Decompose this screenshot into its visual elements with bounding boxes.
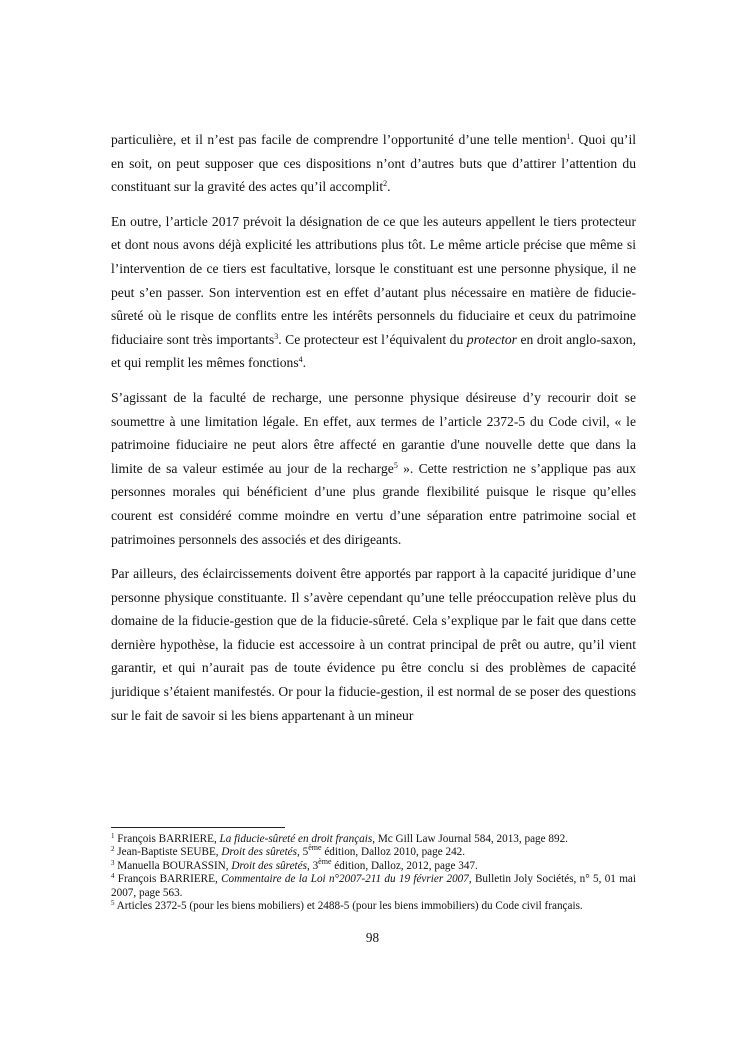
- footnote: [111, 856, 636, 873]
- text-run: . Ce protecteur est l’équivalent du: [278, 331, 467, 347]
- text-run: François BARRIERE,: [114, 833, 220, 845]
- italic-text: Droit des sûretés,: [221, 846, 300, 859]
- text-run: . Quoi qu’il en soit, on peut supposer que ces dispositions n’ont d’autres buts que d’attirer l’attention du constituant sur la gravité des actes qu’il accomplit: [111, 132, 636, 195]
- text-run: .: [387, 179, 391, 195]
- footnote-reference: ème: [318, 856, 332, 866]
- italic-text: La fiducie-sûreté en droit français: [219, 833, 373, 845]
- text-run: en droit anglo-saxon, et qui remplit les mêmes fonctions: [111, 331, 636, 371]
- text-run: ». Cette restriction ne s’applique pas aux personnes morales qui bénéficient d’une plus grande flexibilité puisque le risque qu’elles courent est considéré comme moindre en vertu d’une séparation entre patrimoine social et patrimoines personnels des associés et des dirigeants.: [111, 460, 636, 547]
- footnote-number: 1: [111, 832, 115, 840]
- footnote-reference: 2: [383, 179, 388, 189]
- text-run: Jean-Baptiste SEUBE,: [114, 846, 222, 859]
- text-run: 3: [309, 859, 319, 872]
- footnote: [111, 843, 636, 859]
- paragraph: [111, 210, 636, 375]
- footnote-reference: ème: [308, 843, 322, 853]
- text-run: édition, Dalloz, 2012, page 347.: [331, 859, 478, 872]
- footnote-separator: [111, 827, 285, 828]
- footnote-number: 5: [111, 899, 115, 908]
- text-run: .: [302, 355, 307, 371]
- footnote-number: 4: [111, 872, 115, 881]
- footnote-reference: 4: [298, 355, 303, 365]
- footnote: [111, 900, 636, 913]
- footnote: [111, 873, 636, 900]
- italic-text: Commentaire de la Loi n°2007-211 du 19 février 2007: [221, 873, 469, 886]
- text-run: François BARRIERE,: [114, 873, 222, 886]
- paragraph: [111, 386, 636, 551]
- footnotes: [111, 833, 636, 913]
- text-run: En outre, l’article 2017 prévoit la désignation de ce que les auteurs appellent le tiers protecteur et dont nous avons déjà explicité les attributions plus tôt. Le même article précise que même si l’intervention de ce tiers est facultative, lorsque le constituant est une personne physique, il ne peut s’en passer. Son intervention est en effet d’autant plus nécessaire en matière de fiducie-sûreté où le risque de conflits entre les intérêts personnels du fiduciaire et ceux du patrimoine fiduciaire sont très importants: [111, 213, 636, 347]
- footnote-reference: 3: [274, 331, 279, 341]
- paragraph: [111, 128, 636, 199]
- text-run: Articles 2372-5 (pour les biens mobiliers) et 2488-5 (pour les biens immobiliers) du Code civil français.: [114, 900, 583, 913]
- footnote: [111, 833, 636, 846]
- footnote-reference: 1: [566, 132, 571, 141]
- page-number: 98: [365, 930, 380, 945]
- text-run: , Bulletin Joly Sociétés, n° 5, 01 mai 2007, page 563.: [111, 873, 636, 899]
- text-run: Manuella BOURASSIN,: [114, 859, 232, 872]
- italic-text: Droit des sûretés,: [231, 859, 310, 872]
- text-run: édition, Dalloz 2010, page 242.: [321, 846, 466, 859]
- text-run: , Mc Gill Law Journal 584, 2013, page 892.: [372, 833, 568, 845]
- italic-text: protector: [466, 331, 517, 347]
- footnote-number: 3: [111, 858, 115, 867]
- paragraph: [111, 562, 636, 727]
- text-run: S’agissant de la faculté de recharge, une personne physique désireuse d’y recourir doit se soumettre à une limitation légale. En effet, aux termes de l’article 2372-5 du Code civil, « le patrimoine fiduciaire ne peut alors être affecté en garantie d'une nouvelle dette que dans la limite de sa valeur estimée au jour de la recharge: [111, 389, 636, 476]
- text-run: Par ailleurs, des éclaircissements doivent être apportés par rapport à la capacité juridique d’une personne physique constituante. Il s’avère cependant qu’une telle préoccupation relève plus du domaine de la fiducie-gestion que de la fiducie-sûreté. Cela s’explique par le fait que dans cette dernière hypothèse, la fiducie est accessoire à un contrat principal de prêt ou autre, qu’il vient garantir, et qui n’aurait pas de toute évidence pu être conclu si des problèmes de capacité juridique s’étaient manifestés. Or pour la fiducie-gestion, il est normal de se poser des questions sur le fait de savoir si les biens appartenant à un mineur: [111, 566, 636, 723]
- body-text: [111, 128, 636, 738]
- footnote-reference: 5: [393, 460, 398, 470]
- text-run: 5: [299, 846, 309, 859]
- text-run: particulière, et il n’est pas facile de comprendre l’opportunité d’une telle mention: [111, 132, 567, 147]
- footnote-number: 2: [111, 845, 115, 854]
